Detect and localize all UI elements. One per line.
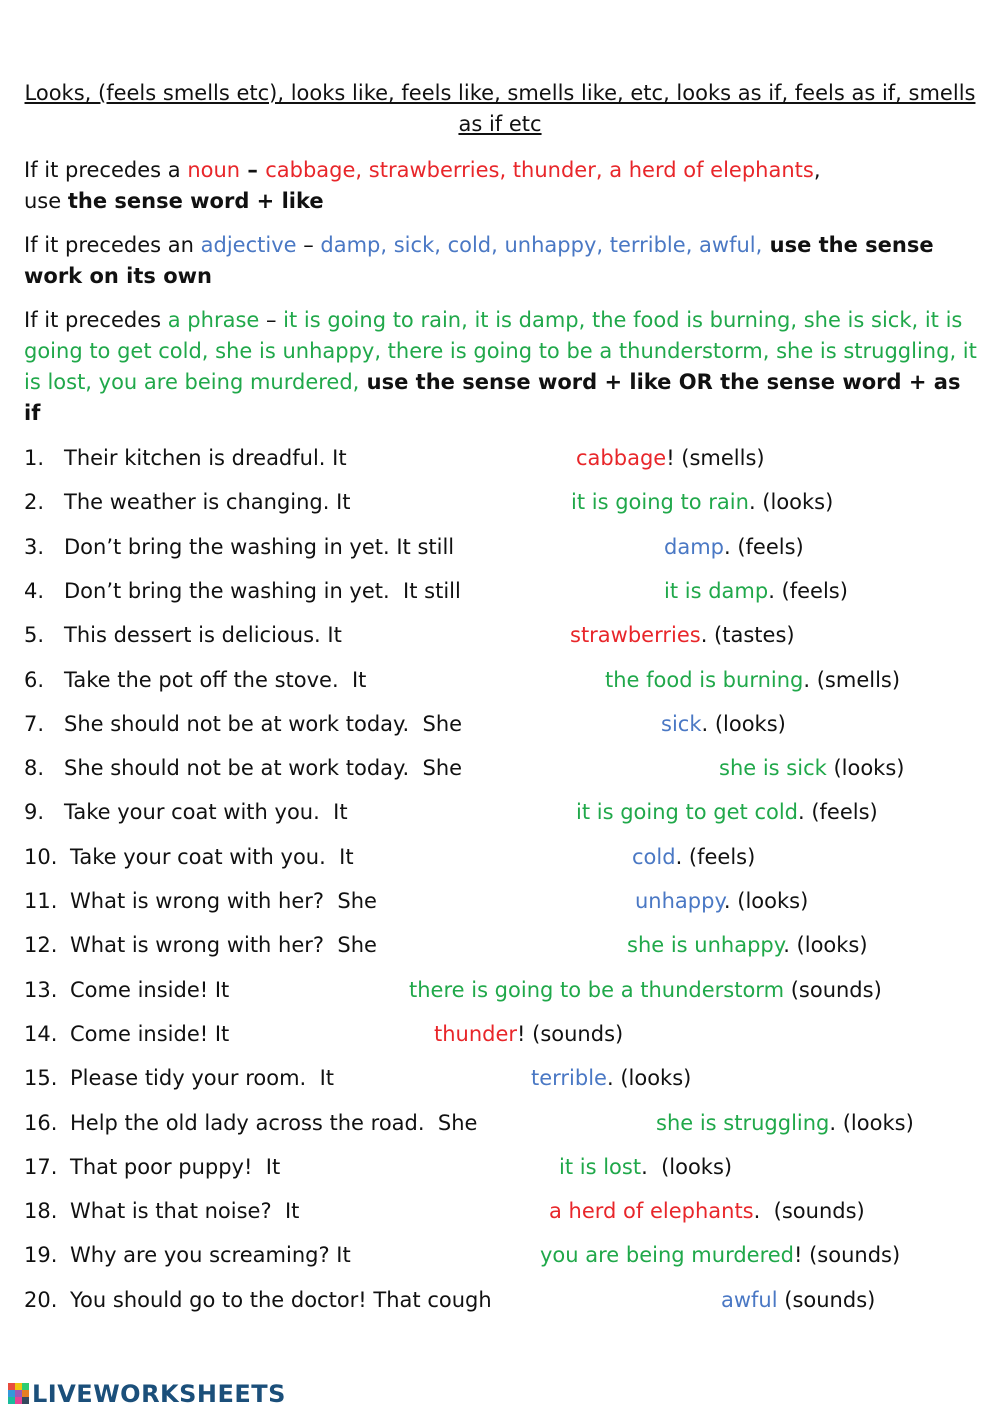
answer-group <box>632 842 755 872</box>
question-prompt <box>24 842 354 872</box>
question-text: You should go to the doctor! That cough <box>70 1288 492 1312</box>
question-text: Help the old lady across the road. She <box>70 1111 478 1135</box>
answer-group <box>576 797 878 827</box>
worksheet-title: Looks, (feels smells etc), looks like, feels like, smells like, etc, looks as if, feels as if, smells as if etc <box>24 81 976 136</box>
rule-adjective-intro: If it precedes an <box>24 233 201 257</box>
question-row <box>24 665 984 695</box>
question-prompt <box>24 797 348 827</box>
question-prompt <box>24 1152 280 1182</box>
rule-noun-examples: cabbage, strawberries, thunder, a herd of elephants <box>265 158 814 182</box>
answer-phrase[interactable]: it is damp <box>664 579 769 603</box>
answer-group <box>570 620 795 650</box>
sense-verb-hint: . (looks) <box>606 1066 692 1090</box>
question-number: 15. <box>24 1066 58 1090</box>
answer-adjective[interactable]: sick <box>661 712 702 736</box>
question-row <box>24 709 984 739</box>
sense-verb-hint: (looks) <box>826 756 905 780</box>
rule-phrase-instruction: use the sense word + like OR the sense word + as if <box>24 370 961 425</box>
question-text: Take the pot off the stove. It <box>64 668 367 692</box>
question-row <box>24 1019 984 1049</box>
rule-phrase-dash: – <box>259 308 284 332</box>
answer-group <box>576 443 765 473</box>
answer-group <box>531 1063 691 1093</box>
answer-noun[interactable]: thunder <box>434 1022 518 1046</box>
question-prompt <box>24 532 454 562</box>
question-row <box>24 842 984 872</box>
question-text: Don’t bring the washing in yet. It still <box>64 579 461 603</box>
question-text: She should not be at work today. She <box>64 756 463 780</box>
sense-verb-hint: (sounds) <box>784 978 882 1002</box>
answer-phrase[interactable]: it is lost <box>559 1155 642 1179</box>
sense-verb-hint: . (feels) <box>768 579 848 603</box>
answer-group <box>559 1152 732 1182</box>
question-text: Come inside! It <box>70 1022 230 1046</box>
sense-verb-hint: . (feels) <box>724 535 804 559</box>
question-text: What is wrong with her? She <box>70 933 377 957</box>
rule-noun-instruction: the sense word + like <box>67 189 324 213</box>
rule-phrase-keyword: a phrase <box>167 308 260 332</box>
question-row <box>24 797 984 827</box>
question-prompt <box>24 620 342 650</box>
question-prompt <box>24 975 229 1005</box>
liveworksheets-logo-icon <box>8 1383 30 1405</box>
footer-brand <box>8 1380 286 1408</box>
sense-verb-hint: . (looks) <box>701 712 786 736</box>
question-number: 1. <box>24 446 45 470</box>
question-prompt <box>24 930 377 960</box>
question-row <box>24 975 984 1005</box>
answer-group <box>664 576 848 606</box>
rule-adjective-dash: – <box>296 233 321 257</box>
question-text: She should not be at work today. She <box>64 712 463 736</box>
rule-noun-comma: , <box>813 158 821 182</box>
question-text: Come inside! It <box>70 978 230 1002</box>
question-text: Don’t bring the washing in yet. It still <box>64 535 455 559</box>
question-row <box>24 620 984 650</box>
question-row <box>24 1240 984 1270</box>
question-prompt <box>24 1196 299 1226</box>
question-prompt <box>24 576 461 606</box>
question-text: That poor puppy! It <box>70 1155 281 1179</box>
question-number: 17. <box>24 1155 58 1179</box>
question-row <box>24 930 984 960</box>
question-text: Their kitchen is dreadful. It <box>64 446 347 470</box>
sense-verb-hint: . (sounds) <box>753 1199 865 1223</box>
question-number: 3. <box>24 535 45 559</box>
question-number: 9. <box>24 800 45 824</box>
sense-verb-hint: (sounds) <box>777 1288 876 1312</box>
question-number: 16. <box>24 1111 58 1135</box>
question-text: Take your coat with you. It <box>70 845 354 869</box>
rule-phrase <box>24 305 984 429</box>
rule-adjective-examples: damp, sick, cold, unhappy, terrible, awful, <box>320 233 763 257</box>
answer-group <box>571 487 833 517</box>
question-number: 18. <box>24 1199 58 1223</box>
answer-phrase[interactable]: there is going to be a thunderstorm <box>409 978 785 1002</box>
rule-noun-dash: – <box>240 158 266 182</box>
answer-phrase[interactable]: it is going to get cold <box>576 800 798 824</box>
question-row <box>24 1063 984 1093</box>
question-prompt <box>24 1285 492 1315</box>
answer-adjective[interactable]: terrible <box>531 1066 607 1090</box>
answer-phrase[interactable]: it is going to rain <box>571 490 749 514</box>
sense-verb-hint: . (looks) <box>723 889 809 913</box>
answer-adjective[interactable]: cold <box>632 845 676 869</box>
sense-verb-hint: ! (smells) <box>666 446 765 470</box>
question-text: Why are you screaming? It <box>70 1243 351 1267</box>
question-text: Please tidy your room. It <box>70 1066 334 1090</box>
question-row <box>24 886 984 916</box>
question-row <box>24 753 984 783</box>
answer-group <box>719 753 904 783</box>
answer-group <box>656 1108 914 1138</box>
question-prompt <box>24 665 366 695</box>
sense-verb-hint: . (looks) <box>748 490 834 514</box>
question-number: 14. <box>24 1022 58 1046</box>
answer-phrase[interactable]: she is sick <box>719 756 827 780</box>
question-number: 13. <box>24 978 58 1002</box>
question-text: What is that noise? It <box>70 1199 300 1223</box>
answer-phrase[interactable]: she is unhappy <box>627 933 784 957</box>
answer-adjective[interactable]: awful <box>721 1288 778 1312</box>
answer-group <box>540 1240 900 1270</box>
question-prompt <box>24 1108 477 1138</box>
question-prompt <box>24 1240 351 1270</box>
question-row <box>24 532 984 562</box>
answer-phrase[interactable]: you are being murdered <box>540 1243 794 1267</box>
rule-phrase-examples: it is going to rain, it is damp, the food is burning, she is sick, it is going to get cold, she is unhappy, there is going to be a thunderstorm, she is struggling, it is lost, you are being murdered, <box>24 308 977 394</box>
question-number: 12. <box>24 933 58 957</box>
sense-verb-hint: . (feels) <box>675 845 756 869</box>
answer-group <box>664 532 804 562</box>
question-row <box>24 1196 984 1226</box>
question-prompt <box>24 1019 229 1049</box>
question-text: What is wrong with her? She <box>70 889 377 913</box>
answer-noun[interactable]: a herd of elephants <box>549 1199 754 1223</box>
question-row <box>24 1152 984 1182</box>
question-row <box>24 1285 984 1315</box>
sense-verb-hint: . (feels) <box>798 800 878 824</box>
question-number: 5. <box>24 623 45 647</box>
rule-adjective-instruction: use the sense work on its own <box>24 233 934 288</box>
sense-verb-hint: . (looks) <box>641 1155 733 1179</box>
sense-verb-hint: ! (sounds) <box>794 1243 901 1267</box>
answer-group <box>661 709 786 739</box>
question-number: 20. <box>24 1288 58 1312</box>
rule-adjective-keyword: adjective <box>200 233 297 257</box>
answer-phrase[interactable]: the food is burning <box>605 668 804 692</box>
answer-group <box>549 1196 865 1226</box>
question-number: 8. <box>24 756 45 780</box>
question-number: 11. <box>24 889 58 913</box>
question-number: 7. <box>24 712 45 736</box>
rule-noun <box>24 155 984 217</box>
answer-noun[interactable]: strawberries <box>570 623 701 647</box>
question-text: The weather is changing. It <box>64 490 351 514</box>
question-text: This dessert is delicious. It <box>64 623 342 647</box>
rule-phrase-intro: If it precedes <box>24 308 168 332</box>
answer-group <box>605 665 900 695</box>
question-row <box>24 1108 984 1138</box>
answer-adjective[interactable]: unhappy <box>635 889 724 913</box>
question-number: 10. <box>24 845 58 869</box>
question-row <box>24 443 984 473</box>
answer-noun[interactable]: cabbage <box>576 446 667 470</box>
question-prompt <box>24 443 347 473</box>
brand-name: LIVEWORKSHEETS <box>32 1380 286 1408</box>
answer-group <box>635 886 808 916</box>
answer-group <box>627 930 868 960</box>
answer-phrase[interactable]: she is struggling <box>656 1111 830 1135</box>
rule-noun-intro: If it precedes a <box>24 158 188 182</box>
question-prompt <box>24 886 377 916</box>
sense-verb-hint: . (looks) <box>829 1111 914 1135</box>
sense-verb-hint: . (looks) <box>783 933 868 957</box>
question-number: 6. <box>24 668 45 692</box>
question-text: Take your coat with you. It <box>64 800 348 824</box>
question-prompt <box>24 709 462 739</box>
rule-noun-use: use <box>24 189 68 213</box>
question-row <box>24 576 984 606</box>
question-number: 2. <box>24 490 45 514</box>
answer-group <box>721 1285 875 1315</box>
rule-noun-keyword: noun <box>187 158 241 182</box>
question-prompt <box>24 487 351 517</box>
answer-group <box>434 1019 623 1049</box>
question-prompt <box>24 753 462 783</box>
question-number: 19. <box>24 1243 58 1267</box>
sense-verb-hint: . (tastes) <box>700 623 795 647</box>
sense-verb-hint: . (smells) <box>803 668 901 692</box>
rule-adjective <box>24 230 984 292</box>
answer-group <box>409 975 882 1005</box>
question-row <box>24 487 984 517</box>
question-prompt <box>24 1063 334 1093</box>
sense-verb-hint: ! (sounds) <box>517 1022 624 1046</box>
answer-adjective[interactable]: damp <box>664 535 724 559</box>
question-number: 4. <box>24 579 45 603</box>
